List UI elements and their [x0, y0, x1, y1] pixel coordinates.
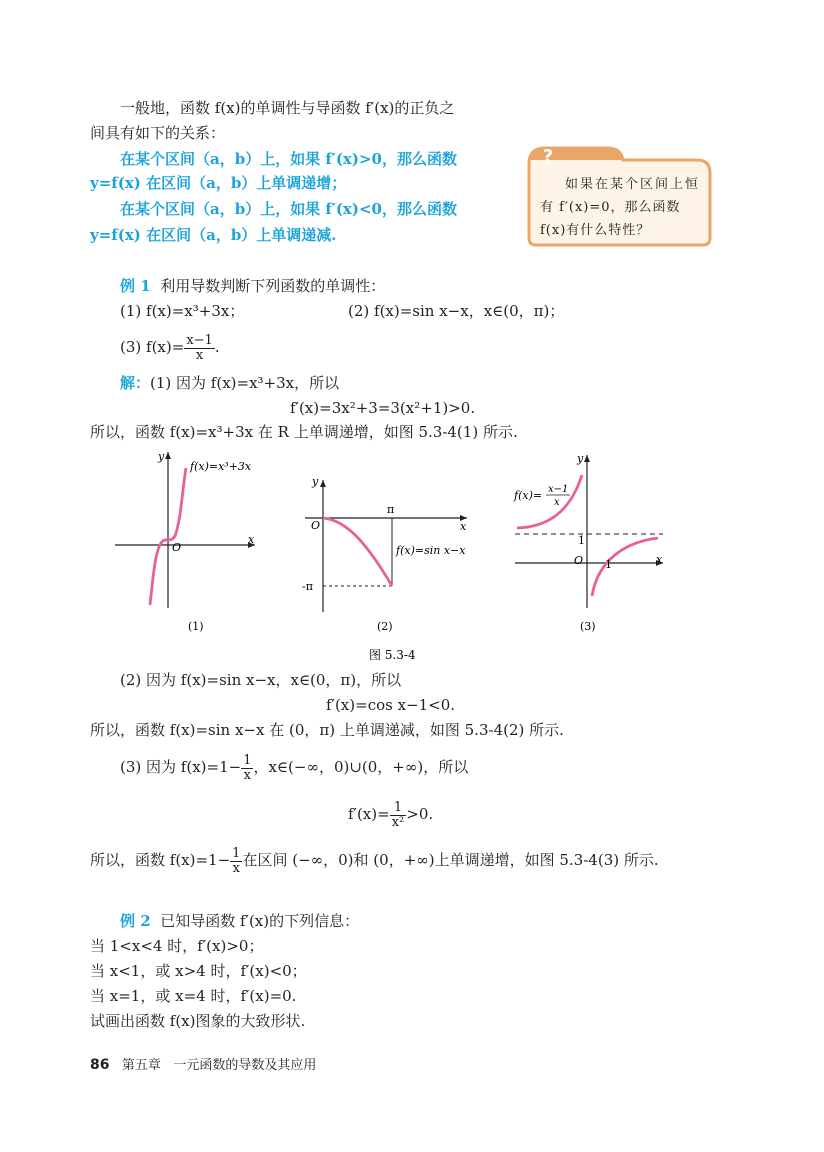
example-2-label: 例 2: [120, 912, 151, 930]
example-1-part-2: (2) f(x)=sin x−x，x∈(0，π)；: [348, 302, 565, 320]
solution-1-text: (1) 因为 f(x)=x³+3x，所以: [150, 374, 340, 392]
graph-2-origin: O: [311, 519, 321, 532]
figure-5-3-4: [0, 440, 824, 665]
fraction-denominator: x: [195, 347, 204, 363]
graph-3-function-num: x−1: [548, 484, 569, 495]
graph-3: [513, 452, 663, 633]
fraction-numerator: 1: [243, 752, 252, 768]
fraction-numerator: 1: [232, 845, 241, 861]
equation-fraction: [390, 801, 407, 830]
equation-suffix: >0.: [406, 805, 434, 823]
solution-2-conclusion: 所以，函数 f(x)=sin x−x 在 (0，π) 上单调递减，如图 5.3-4(2) 所示.: [90, 721, 564, 739]
example-2-condition-2: 当 x<1，或 x>4 时，f′(x)<0；: [90, 962, 307, 980]
graph-3-label: (3): [580, 620, 596, 633]
graph-1-y-label: y: [158, 450, 165, 463]
thinking-callout: [527, 146, 712, 247]
part-3-suffix: .: [214, 338, 220, 356]
solution-label: 解：: [120, 374, 151, 392]
rule-increase-line-1: 在某个区间（a，b）上，如果 f′(x)>0，那么函数: [120, 150, 457, 168]
callout-line-2: 有 f′(x)=0，那么函数: [540, 200, 681, 215]
example-2-condition-3: 当 x=1，或 x=4 时，f′(x)=0.: [90, 987, 297, 1005]
figure-caption: 图 5.3-4: [369, 648, 416, 662]
graph-1-x-label: x: [248, 533, 255, 546]
question-icon: ?: [542, 146, 554, 167]
graph-2-y-arrow: [320, 480, 326, 487]
graph-2-label: (2): [377, 620, 393, 633]
intro-line-1: 一般地，函数 f(x)的单调性与导函数 f′(x)的正负之: [120, 99, 455, 117]
example-1-text: 利用导数判断下列函数的单调性：: [160, 277, 386, 295]
example-2-task: 试画出函数 f(x)图象的大致形状.: [90, 1012, 306, 1030]
callout-line-1: 如果在某个区间上恒: [565, 177, 701, 192]
solution-2-equation: f′(x)=cos x−1<0.: [326, 696, 456, 714]
rule-increase-line-2: y=f(x) 在区间（a，b）上单调递增；: [90, 174, 347, 192]
page-footer: [90, 1054, 316, 1073]
page-number: 86: [90, 1057, 110, 1073]
graph-3-one-y: 1: [578, 534, 585, 547]
rule-decrease-line-1: 在某个区间（a，b）上，如果 f′(x)<0，那么函数: [120, 200, 457, 218]
rule-decrease-line-2: y=f(x) 在区间（a，b）上单调递减.: [90, 226, 337, 244]
chapter-title: 一元函数的导数及其应用: [173, 1058, 317, 1073]
solution-3-equation: [348, 796, 433, 832]
solution-3-fraction: [241, 754, 253, 783]
fraction-denominator: x: [232, 860, 240, 876]
part-3-prefix: (3) f(x)=: [120, 338, 185, 356]
conclusion-prefix: 所以，函数 f(x)=1−: [90, 851, 231, 869]
graph-1-origin: O: [172, 541, 182, 554]
solution-3-suffix: ，x∈(−∞，0)∪(0，+∞)，所以: [253, 758, 469, 776]
example-1-heading: [120, 275, 385, 297]
solution-3-prefix: (3) 因为 f(x)=1−: [120, 758, 242, 776]
graph-2-pi: π: [387, 503, 395, 516]
fraction-denominator: x²: [391, 814, 405, 830]
example-2-condition-1: 当 1<x<4 时，f′(x)>0；: [90, 937, 264, 955]
conclusion-suffix: 在区间 (−∞，0)和 (0，+∞)上单调递增，如图 5.3-4(3) 所示.: [242, 851, 659, 869]
graph-3-origin: O: [574, 554, 584, 567]
graph-2-function-label: f(x)=sin x−x: [396, 544, 466, 557]
fraction-denominator: x: [243, 767, 251, 783]
solution-3-conclusion: [90, 842, 659, 878]
solution-1-equation: f′(x)=3x²+3=3(x²+1)>0.: [290, 399, 476, 417]
example-2-heading: [120, 910, 359, 932]
graph-2-curve: [323, 518, 392, 586]
fraction-numerator: x−1: [186, 332, 213, 348]
graph-2-neg-pi: -π: [302, 580, 313, 593]
equation-prefix: f′(x)=: [348, 805, 390, 823]
graph-2-y-label: y: [312, 475, 319, 488]
graph-1: [115, 450, 255, 633]
graph-1-y-arrow: [165, 452, 171, 459]
solution-1-conclusion: 所以，函数 f(x)=x³+3x 在 R 上单调递增，如图 5.3-4(1) 所示.: [90, 423, 518, 441]
graph-3-right-branch: [592, 538, 658, 596]
graph-1-label: (1): [188, 620, 204, 633]
conclusion-fraction: [230, 847, 242, 876]
example-1-label: 例 1: [120, 277, 151, 295]
graph-3-y-label: y: [577, 452, 584, 465]
solution-2: (2) 因为 f(x)=sin x−x，x∈(0，π)，所以: [120, 671, 402, 689]
solution-1: [120, 372, 339, 394]
example-1-part-3: [120, 330, 220, 364]
callout-line-3: f(x)有什么特性？: [540, 223, 651, 238]
fraction-numerator: 1: [390, 801, 407, 816]
graph-3-y-arrow: [584, 455, 590, 462]
intro-line-2: 间具有如下的关系：: [90, 124, 226, 142]
chapter-label: 第五章: [121, 1058, 161, 1073]
example-1-part-1: (1) f(x)=x³+3x；: [120, 302, 245, 320]
graph-3-one-x: 1: [605, 558, 612, 571]
graph-3-function-den: x: [554, 497, 560, 508]
part-3-fraction: [184, 334, 215, 363]
graph-1-function-label: f(x)=x³+3x: [190, 460, 252, 473]
graph-2-x-label: x: [460, 520, 467, 533]
graph-3-function-prefix: f(x)=: [514, 489, 543, 502]
example-2-text: 已知导函数 f′(x)的下列信息：: [160, 912, 360, 930]
graph-3-x-label: x: [656, 553, 663, 566]
solution-3: [120, 749, 468, 785]
graph-2: [302, 475, 467, 633]
